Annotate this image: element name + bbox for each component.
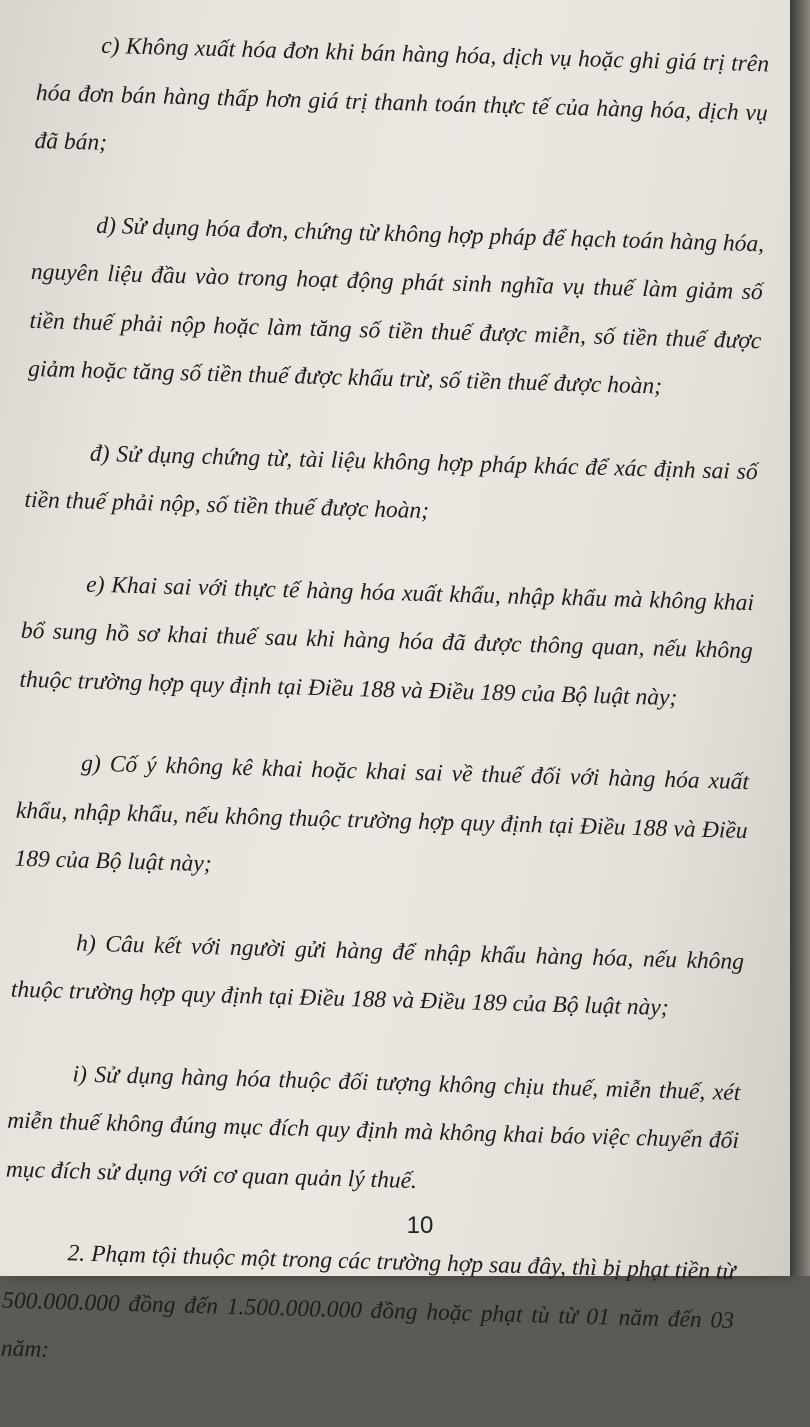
section-2: 2. Phạm tội thuộc một trong các trường hợp sau đây, thì bị phạt tiền từ 500.000.000 đồng đến 1.500.000.000 đồng hoặc phạt tù từ 01 năm đến 03 năm:: [0, 1240, 736, 1363]
clause-i: i) Sử dụng hàng hóa thuộc đối tượng không chịu thuế, miễn thuế, xét miễn thuế không đúng mục đích quy định mà không khai báo việc chuyển đổi mục đích sử dụng với cơ quan quản lý thuế.: [5, 1060, 741, 1194]
clause-d: d) Sử dụng hóa đơn, chứng từ không hợp pháp để hạch toán hàng hóa, nguyên liệu đầu vào trong hoạt động phát sinh nghĩa vụ thuế làm giảm số tiền thuế phải nộp hoặc làm tăng số tiền thuế được miễn, số tiền thuế được giảm hoặc tăng số tiền thuế được khấu trừ, số tiền thuế được hoàn;: [27, 212, 765, 400]
book-edge: [790, 0, 810, 1276]
clause-dd: đ) Sử dụng chứng từ, tài liệu không hợp pháp khác để xác định sai số tiền thuế phải nộp, số tiền thuế được hoàn;: [24, 440, 759, 525]
clause-e: e) Khai sai với thực tế hàng hóa xuất khẩu, nhập khẩu mà không khai bổ sung hồ sơ khai thuế sau khi hàng hóa đã được thông quan, nếu không thuộc trường hợp quy định tại Điều 188 và Điều 189 của Bộ luật này;: [19, 571, 755, 711]
clause-h: h) Câu kết với người gửi hàng để nhập khẩu hàng hóa, nếu không thuộc trường hợp quy định tại Điều 188 và Điều 189 của Bộ luật này;: [10, 929, 745, 1021]
clause-g: g) Cố ý không kê khai hoặc khai sai về thuế đối với hàng hóa xuất khẩu, nhập khẩu, nếu không thuộc trường hợp quy định tại Điều 188 và Điều 189 của Bộ luật này;: [14, 750, 750, 878]
clause-c: c) Không xuất hóa đơn khi bán hàng hóa, dịch vụ hoặc ghi giá trị trên hóa đơn bán hàng thấp hơn giá trị thanh toán thực tế của hàng hóa, dịch vụ đã bán;: [34, 32, 770, 156]
page-number: 10: [406, 1212, 434, 1239]
